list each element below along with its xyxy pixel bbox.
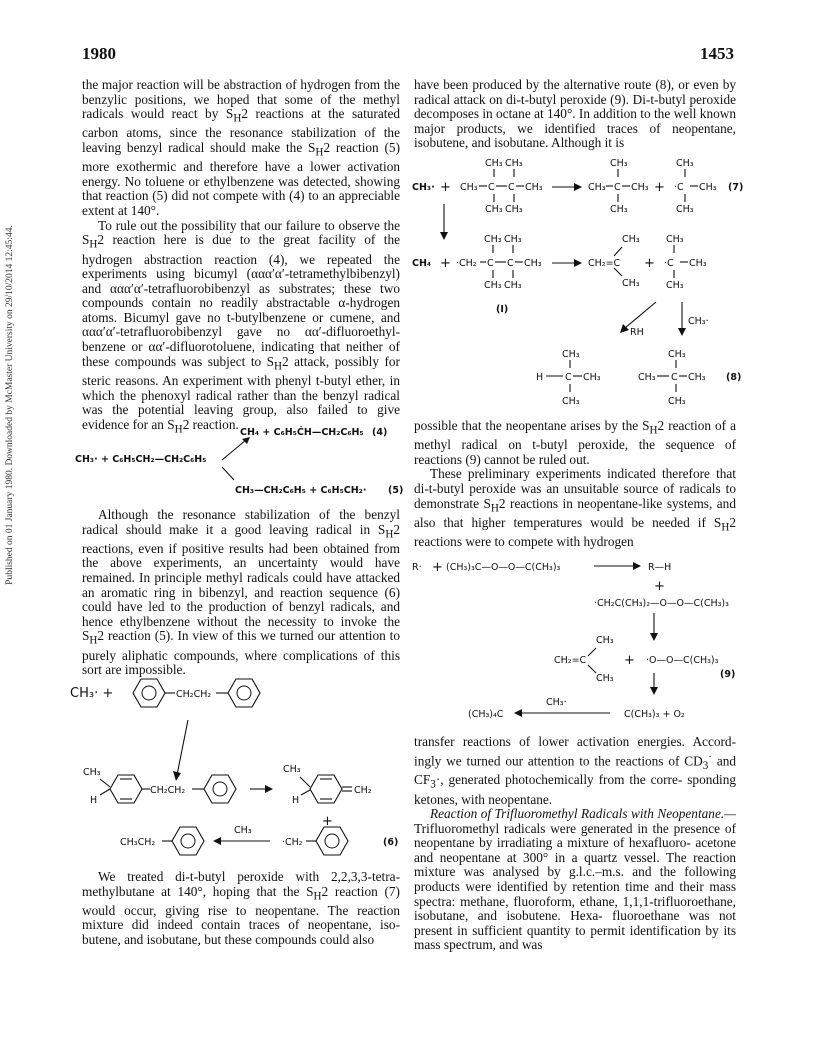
svg-text:·C: ·C [674,182,684,193]
svg-text:CH₃: CH₃ [596,673,614,684]
svg-text:CH₃: CH₃ [699,182,717,193]
right-paragraph-1: have been produced by the alternative route (8), or even by radical attack on di-t-butyl peroxide (9). Di-t-butyl peroxide decomposes in octane at 140°. In addition to the well known major products, we identified traces of neopentane, isobutene, and isobutane. Although it is [414,77,737,151]
svg-text:CH₃: CH₃ [622,278,640,289]
svg-text:CH₃: CH₃ [83,767,101,778]
svg-text:·C: ·C [664,258,674,269]
svg-text:CH₃: CH₃ [504,280,522,291]
svg-text:C: C [507,258,514,269]
peroxide-radical: ·CH₂C(CH₃)₂—O—O—C(CH₃)₃ [594,598,729,609]
svg-text:·CH₂: ·CH₂ [456,258,477,269]
neopentane: (CH₃)₄C [468,709,504,720]
reaction-scheme-6 [70,675,415,870]
svg-text:CH₃: CH₃ [689,258,707,269]
butylperoxy-radical: ·O—O—C(CH₃)₃ [646,655,719,666]
rh-product: R—H [648,562,672,573]
svg-text:CH₃: CH₃ [631,182,649,193]
section-heading: Reaction of Trifluoromethyl Radicals with Neopentane.— [430,806,736,822]
svg-text:CH₃: CH₃ [638,372,656,383]
svg-text:C: C [614,182,621,193]
methyl-radical-7: CH₃· [412,182,435,193]
methyl-radical-plus: CH₃· + [70,686,114,701]
svg-text:CH₃: CH₃ [610,158,628,169]
download-watermark: Published on 01 January 1980. Downloaded by McMaster University on 29/10/2014 12:45:44. [5,225,15,585]
di-t-butyl-peroxide: (CH₃)₃C—O—O—C(CH₃)₃ [446,562,561,573]
right-paragraph-2: possible that the neopentane arises by the $S_H2$ reaction of a methyl radical on t-butyl peroxide, the sequence of reactions (9) cannot be ruled out. These preliminary experiments indicated therefore that di-t-butyl peroxide was an unsuitable source of radicals to demonstrate $S_H2$ reactions in neopentane-like systems, and also that higher temperatures would be needed if $S_H2$ reactions were to compete with hydrogen [414,418,737,550]
left-paragraph-4: We treated di-t-butyl peroxide with 2,2,3,3-tetra- methylbutane at 140°, hoping that the $S_H2$ reaction (7) would occur, giving rise to neopentane. The reaction mixture did indeed contain traces of neopentane, iso- butene, and isobutane, but these compounds could also [82,869,400,948]
svg-text:CH₃: CH₃ [484,280,502,291]
svg-text:CH₃: CH₃ [485,158,503,169]
svg-text:C: C [565,372,572,383]
svg-text:CH₃: CH₃ [485,204,503,215]
svg-text:+: + [432,560,443,575]
reaction-scheme-9 [410,555,750,725]
svg-text:+: + [440,180,451,195]
equation-label-5: (5) [388,485,404,496]
svg-text:CH₃: CH₃ [283,764,301,775]
svg-text:CH₃: CH₃ [666,234,684,245]
svg-text:C: C [488,182,495,193]
rh-reagent: RH [630,327,644,338]
scheme-product-4: CH₄ + C₆H₅ĊH—CH₂C₆H₅ [240,427,364,438]
methane: CH₄ [412,258,432,269]
svg-text:+: + [654,579,665,594]
intermediate-label: (I) [496,304,509,315]
bibenzyl-bridge: CH₂CH₂ [176,689,212,700]
methyl-radical-9: CH₃· [546,697,567,708]
svg-text:CH₃: CH₃ [562,349,580,360]
equation-label-9: (9) [720,669,736,680]
svg-text:C: C [671,372,678,383]
svg-text:CH₃: CH₃ [505,204,523,215]
svg-text:CH₃: CH₃ [676,204,694,215]
reaction-scheme-7-8 [410,152,750,410]
svg-text:CH₃: CH₃ [588,182,606,193]
equation-label-4: (4) [372,427,388,438]
svg-text:CH₃: CH₃ [583,372,601,383]
scheme-product-5: CH₃—CH₂C₆H₅ + C₆H₅CH₂· [235,485,367,496]
svg-text:CH₃: CH₃ [668,349,686,360]
svg-text:H: H [292,795,300,806]
svg-text:C: C [487,258,494,269]
equation-label-6: (6) [383,837,399,848]
svg-text:CH₃: CH₃ [524,258,542,269]
svg-text:+: + [654,180,665,195]
isobutene-9: CH₂=C [554,655,587,666]
methyl-radical-8: CH₃· [688,316,709,327]
t-butyl-and-oxygen: C(CH₃)₃ + O₂ [624,709,685,720]
svg-text:CH₃: CH₃ [562,396,580,407]
svg-text:CH₃: CH₃ [596,635,614,646]
left-paragraph-3: Although the resonance stabilization of the benzyl radical should make it a good leaving radical in $S_H2$ reactions, even if positive results had been obtained from the above experiments, an uncertainty would have remained. In principle methyl radicals could have attacked an aromatic ring in bibenzyl, and reaction sequence (6) could have led to the production of benzyl radicals, and hence ethylbenzene without the necessity to invoke the $S_H2$ reaction (5). In view of this we turned our attention to purely aliphatic compounds, where complications of this sort are impossible. [82,507,401,678]
page-number-right: 1453 [700,44,734,63]
reaction-scheme-4-5 [70,420,410,500]
svg-text:H: H [90,795,98,806]
svg-text:CH₃: CH₃ [622,234,640,245]
svg-text:+: + [644,256,655,271]
scheme-reactant: CH₃· + C₆H₅CH₂—CH₂C₆H₅ [75,454,207,465]
equation-label-7: (7) [728,182,744,193]
svg-text:CH₃: CH₃ [505,158,523,169]
svg-text:CH₂: CH₂ [354,785,372,796]
svg-text:CH₃: CH₃ [484,234,502,245]
intermediate-bridge: CH₂CH₂ [150,785,186,796]
svg-text:CH₃: CH₃ [460,182,478,193]
ethylbenzene-chain: CH₃CH₂ [120,837,156,848]
svg-text:CH₃: CH₃ [234,825,252,836]
left-paragraph-1: the major reaction will be abstraction of hydrogen from the benzylic positions, we hoped that some of the methyl radicals would react by $S_H2$ reactions at the saturated carbon atoms, since the resonance stabilization of the leaving benzyl radical should make the $S_H2$ reaction (5) more exothermic and therefore have a lower activation energy. No toluene or ethylbenzene was detected, showing that reaction (5) did not compete with (4) to an appreciable extent at 140°. To rule out the possibility that our failure to observe the $S_H2$ reaction here is due to the great facility of the hydrogen abstraction reaction (4), we repeated the experiments using bicumyl (ααα′α′-tetramethylbibenzyl) and ααα′α′-tetrafluorobibenzyl as substrates; these two compounds contain no readily abstractable α-hydrogen atoms. Bicumyl gave no t-butylbenzene or cumene, and ααα′α′-tetrafluorobibenzyl gave no αα′-difluoroethyl- benzene or αα′-difluorotoluene, indicating that neither of these compounds was subject to $S_H2$ attack, possibly for steric reasons. An experiment with phenyl t-butyl ether, in which the phenoxyl radical rather than the benzyl radical was the potential leaving group, also failed to give evidence for an $S_H2$ reaction. [82,77,401,436]
svg-text:CH₃: CH₃ [668,396,686,407]
svg-text:CH₃: CH₃ [676,158,694,169]
svg-text:H: H [536,372,544,383]
svg-text:CH₃: CH₃ [688,372,706,383]
isobutene: CH₂=C [588,258,621,269]
r-radical: R· [412,562,422,573]
page-number-left: 1980 [82,44,116,63]
svg-text:C: C [508,182,515,193]
benzyl-radical: ·CH₂ [282,837,303,848]
svg-text:+: + [624,653,635,668]
svg-text:CH₃: CH₃ [525,182,543,193]
svg-text:CH₃: CH₃ [504,234,522,245]
svg-text:+: + [440,256,451,271]
right-paragraph-4: transfer reactions of lower activation energies. Accord- ingly we turned our attention to the reactions of $CD_3^\cdot$ and $CF_3\cdot$, generated photochemically from the corre- sponding ketones, with neopentane. Reaction of Trifluoromethyl Radicals with Neopentane.— Trifluoromethyl radicals were generated in the presence of neopentane by irradiating a mixture of hexafluoro- acetone and neopentane at 300° in a quartz vessel. The reaction mixture was analysed by g.l.c.–m.s. and the following products were identified by retention time and their mass spectra: methane, fluoroform, ethane, 1,1,1-trifluoroethane, isobutane, and isobutene. Hexa- fluoroethane was not present in sufficient quantity to permit identification by its mass spectrum, and was [414,734,737,953]
svg-text:CH₃: CH₃ [610,204,628,215]
equation-label-8: (8) [726,372,742,383]
plus-sign: + [322,814,333,829]
svg-text:CH₃: CH₃ [666,280,684,291]
